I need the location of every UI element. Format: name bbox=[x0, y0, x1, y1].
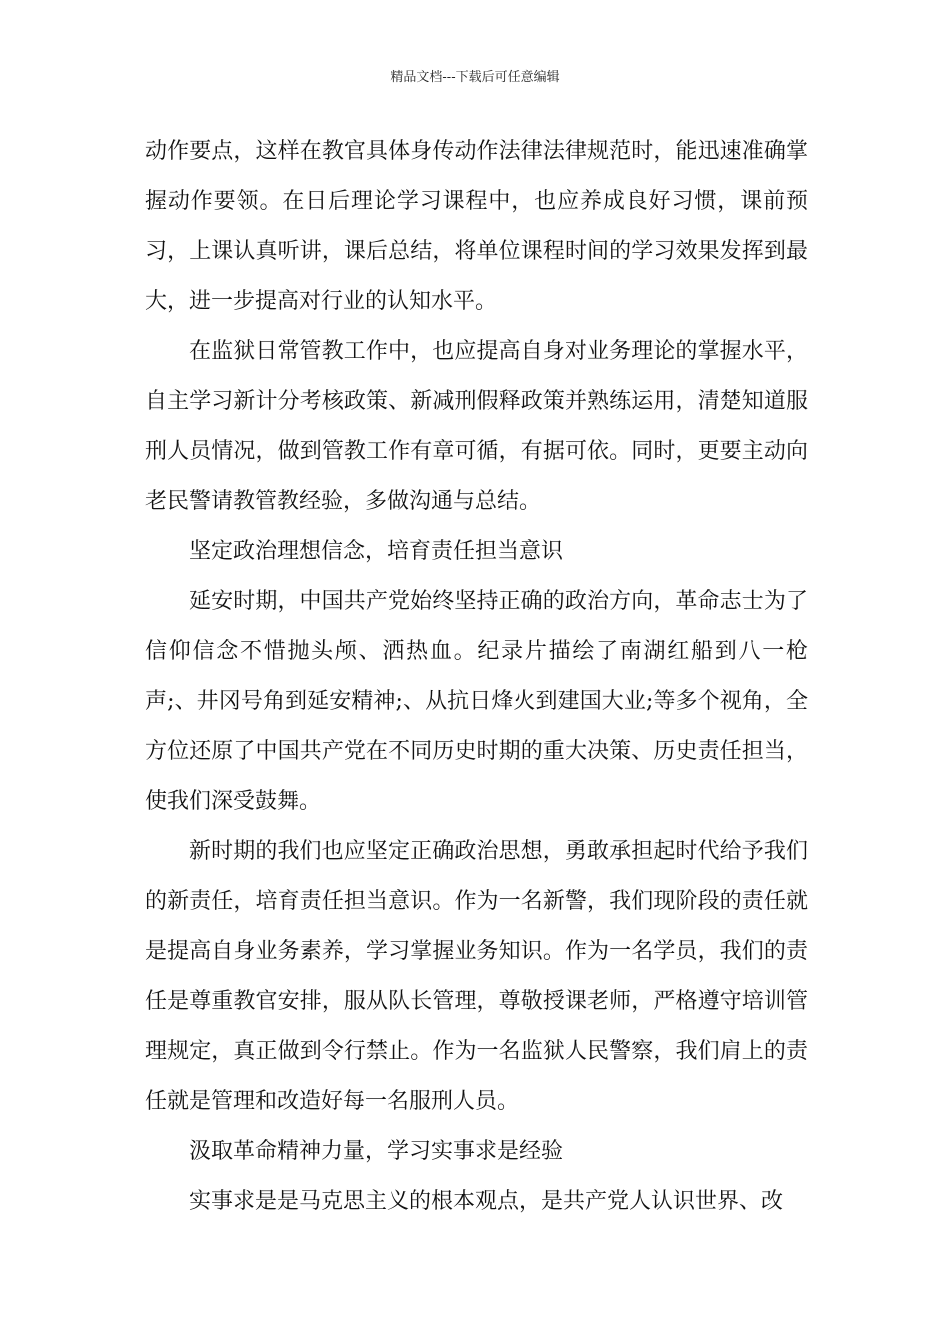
paragraph: 延安时期，中国共产党始终坚持正确的政治方向，革命志士为了信仰信念不惜抛头颅、洒热血。纪录片描绘了南湖红船到八一枪声;、井冈号角到延安精神;、从抗日烽火到建国大业;等多个视角，全方位还原了中国共产党在不同历史时期的重大决策、历史责任担当，使我们深受鼓舞。 bbox=[145, 589, 808, 814]
paragraph: 实事求是是马克思主义的根本观点，是共产党人认识世界、改 bbox=[189, 1189, 784, 1214]
paragraph: 在监狱日常管教工作中，也应提高自身对业务理论的掌握水平，自主学习新计分考核政策、新减刑假释政策并熟练运用，清楚知道服刑人员情况，做到管教工作有章可循，有据可依。同时，更要主动向老民警请教管教经验，多做沟通与总结。 bbox=[145, 339, 808, 514]
paragraph: 动作要点，这样在教官具体身传动作法律法律规范时，能迅速准确掌握动作要领。在日后理论学习课程中，也应养成良好习惯，课前预习，上课认真听讲，课后总结，将单位课程时间的学习效果发挥到最大，进一步提高对行业的认知水平。 bbox=[145, 139, 808, 314]
section-heading: 汲取革命精神力量，学习实事求是经验 bbox=[189, 1139, 564, 1164]
page-header: 精品文档---下载后可任意编辑 bbox=[390, 70, 560, 85]
document-body bbox=[145, 127, 808, 1227]
section-heading: 坚定政治理想信念，培育责任担当意识 bbox=[189, 539, 564, 564]
paragraph: 新时期的我们也应坚定正确政治思想，勇敢承担起时代给予我们的新责任，培育责任担当意识。作为一名新警，我们现阶段的责任就是提高自身业务素养，学习掌握业务知识。作为一名学员，我们的责任是尊重教官安排，服从队长管理，尊敬授课老师，严格遵守培训管理规定，真正做到令行禁止。作为一名监狱人民警察，我们肩上的责任就是管理和改造好每一名服刑人员。 bbox=[145, 839, 808, 1114]
